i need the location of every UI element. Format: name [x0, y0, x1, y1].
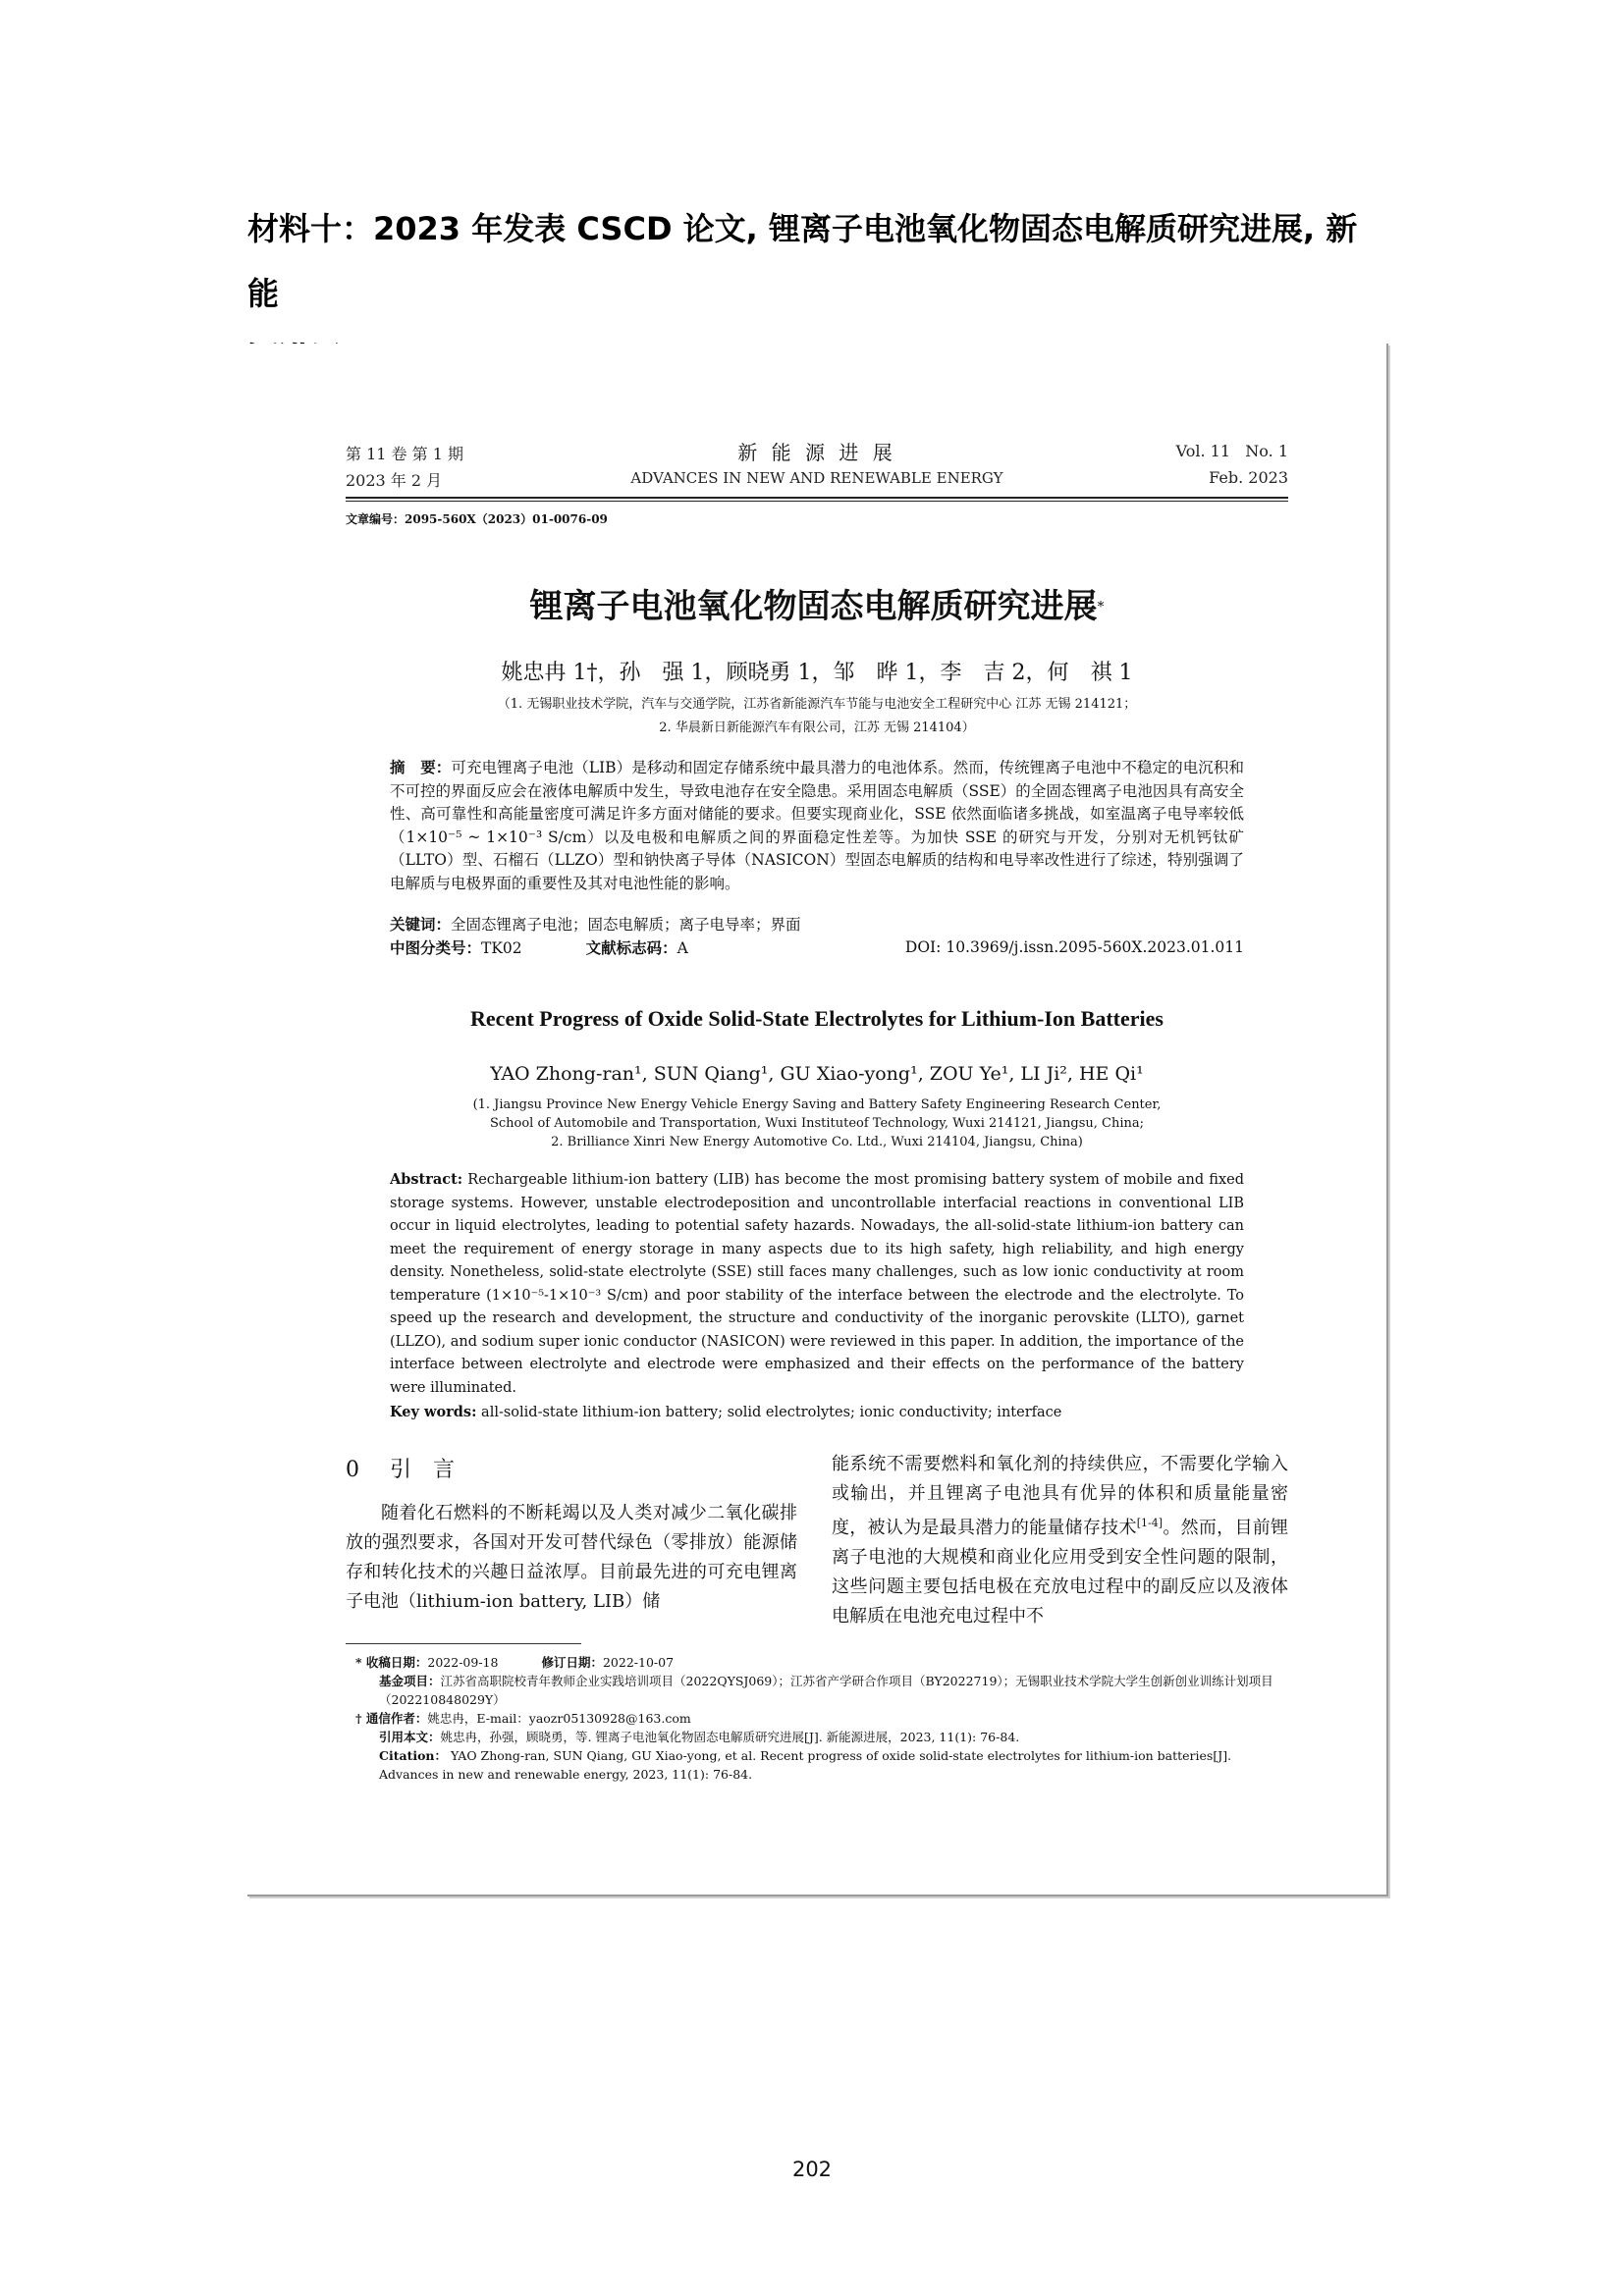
- affiliation-en-3: 2. Brilliance Xinri New Energy Automotive Co. Ltd., Wuxi 214104, Jiangsu, China): [551, 1135, 1083, 1149]
- title-footnote-mark: *: [1097, 599, 1105, 615]
- title-cn: 锂离子电池氧化物固态电解质研究进展: [529, 587, 1098, 626]
- body-right-column: [832, 1450, 1288, 1631]
- body-right-ref: [1-4]: [1136, 1517, 1164, 1529]
- section-number: 0: [346, 1458, 359, 1482]
- class-value: TK02: [481, 939, 522, 957]
- keywords-en-text: all-solid-state lithium-ion battery; solid electrolytes; ionic conductivity; interface: [481, 1405, 1062, 1420]
- abstract-en-text: Rechargeable lithium-ion battery (LIB) has become the most promising battery system of mobile and fixed storage systems. However, unstable electrodeposition and uncontrollable interfacial reactions in conventional LIB occur in liquid electrolytes, leading to potential safety hazards. Nowadays, the all-solid-state lithium-ion battery can meet the requirement of energy storage in many aspects due to its high safety, high reliability, and high energy density. Nonetheless, solid-state electrolyte (SSE) still faces many challenges, such as low ionic conductivity at room temperature (1×10⁻⁵-1×10⁻³ S/cm) and poor stability of the interface between the electrode and the electrolyte. To speed up the research and development, the structure and conductivity of the inorganic perovskite (LLTO), garnet (LLZO), and sodium super ionic conductor (NASICON) were reviewed in this paper. In addition, the importance of the interface between electrolyte and electrode were emphasized and their effects on the performance of the battery were illuminated.: [390, 1172, 1245, 1396]
- affiliation-en-1: (1. Jiangsu Province New Energy Vehicle Energy Saving and Battery Safety Engineering Research Center,: [472, 1097, 1162, 1112]
- body-left-column: 随着化石燃料的不断耗竭以及人类对减少二氧化碳排放的强烈要求，各国对开发可替代绿色（零排放）能源储存和转化技术的兴趣日益浓厚。目前最先进的可充电锂离子电池（lithium-ion battery, LIB）储: [346, 1503, 797, 1612]
- revised-date: 2022-10-07: [602, 1655, 675, 1670]
- keywords-cn: [390, 913, 1244, 937]
- fund-label: 基金项目：: [379, 1674, 441, 1688]
- keywords-en-label: Key words:: [390, 1404, 477, 1420]
- keywords-cn-text: 全固态锂离子电池；固态电解质；离子电导率；界面: [451, 916, 801, 934]
- fund-text: 江苏省高职院校青年教师企业实践培训项目（2022QYSJ069）；江苏省产学研合作项目（BY2022719）；无锡职业技术学院大学生创新创业训练计划项目（202210848029Y）: [379, 1674, 1273, 1707]
- header-rule-thin: [346, 501, 1288, 502]
- footnote-rule: [346, 1643, 581, 1644]
- affiliation-cn-2: 2. 华晨新日新能源汽车有限公司，江苏 无锡 214104）: [659, 721, 975, 735]
- scanned-paper-page: [247, 344, 1388, 1896]
- footnote-cite-cn: [355, 1728, 1288, 1746]
- heading-line-1: 材料十：2023 年发表 CSCD 论文, 锂离子电池氧化物固态电解质研究进展, 新能: [247, 210, 1358, 312]
- code-value: A: [677, 939, 688, 957]
- code-label: 文献标志码：: [585, 938, 677, 957]
- title-en: Recent Progress of Oxide Solid-State Electrolytes for Lithium-Ion Batteries: [470, 1006, 1164, 1031]
- authors-en: YAO Zhong-ran¹, SUN Qiang¹, GU Xiao-yong¹, ZOU Ye¹, LI Ji², HE Qi¹: [490, 1063, 1144, 1085]
- keywords-en: [390, 1401, 1244, 1425]
- body-right-text-b: 。然而，目前锂离子电池的大规模和商业化应用受到安全性问题的限制，这些问题主要包括电极在充放电过程中的副反应以及液体电解质在电池充电过程中不: [832, 1518, 1289, 1627]
- abstract-en: [390, 1168, 1244, 1400]
- revised-label: 修订日期：: [541, 1655, 603, 1670]
- article-number: 文章编号：2095-560X（2023）01-0076-09: [346, 512, 608, 526]
- journal-volume-en: Vol. 11 No. 1: [1175, 442, 1288, 460]
- footnote-cite-en: [355, 1746, 1288, 1784]
- title-cn-wrap: [346, 579, 1288, 627]
- journal-name-en: ADVANCES IN NEW AND RENEWABLE ENERGY: [630, 469, 1003, 487]
- received-label: * 收稿日期：: [355, 1655, 428, 1670]
- journal-volume-cn: 第 11 卷 第 1 期: [346, 445, 463, 463]
- affiliation-en-2: School of Automobile and Transportation, Wuxi Instituteof Technology, Wuxi 214121, Jiangsu, China;: [489, 1116, 1145, 1131]
- doi: DOI: 10.3969/j.issn.2095-560X.2023.01.011: [904, 938, 1244, 956]
- cite-cn-label: 引用本文：: [379, 1730, 441, 1744]
- header-rule: [346, 497, 1288, 499]
- abstract-cn-label: 摘 要：: [390, 758, 452, 776]
- abstract-en-label: Abstract:: [390, 1171, 463, 1188]
- authors-cn: 姚忠冉 1†，孙 强 1，顾晓勇 1，邹 晔 1，李 吉 2，何 祺 1: [501, 661, 1133, 685]
- corr-label: † 通信作者：: [355, 1711, 428, 1726]
- footnote-fund: [355, 1672, 1288, 1709]
- journal-date-cn: 2023 年 2 月: [346, 471, 443, 490]
- journal-date-en: Feb. 2023: [1209, 468, 1288, 487]
- affiliation-cn-1: （1. 无锡职业技术学院，汽车与交通学院，江苏省新能源汽车节能与电池安全工程研究中心 江苏 无锡 214121；: [497, 697, 1137, 712]
- body-right-text-a: 能系统不需要燃料和氧化剂的持续供应，不需要化学输入或输出，并且锂离子电池具有优异的体积和质量能量密度，被认为是最具潜力的能量储存技术: [832, 1454, 1288, 1538]
- corr-text: 姚忠冉，E-mail：yaozr05130928@163.com: [427, 1711, 691, 1726]
- title-en-wrap: [346, 1006, 1288, 1032]
- abstract-cn: [390, 756, 1244, 895]
- cite-en-text: YAO Zhong-ran, SUN Qiang, GU Xiao-yong, et al. Recent progress of oxide solid-state electrolytes for lithium-ion batteries[J]. Advances in new and renewable energy, 2023, 11(1): 76-84.: [379, 1748, 1232, 1782]
- section-title: 引 言: [390, 1458, 456, 1482]
- cite-cn-text: 姚忠冉，孙强，顾晓勇，等. 锂离子电池氧化物固态电解质研究进展[J]. 新能源进展，2023, 11(1): 76-84.: [440, 1730, 1020, 1744]
- received-date: 2022-09-18: [427, 1655, 499, 1670]
- footnote-corresponding: [355, 1709, 1288, 1728]
- class-label: 中图分类号：: [390, 938, 482, 957]
- journal-name-cn: 新 能 源 进 展: [737, 441, 896, 464]
- cite-en-label: Citation：: [379, 1748, 448, 1763]
- page-number: 202: [791, 2158, 833, 2181]
- footnote-dates: [355, 1653, 1288, 1672]
- footnotes: [355, 1653, 1288, 1784]
- section-heading: [346, 1453, 455, 1483]
- keywords-cn-label: 关键词：: [390, 915, 452, 934]
- classification-row: [390, 936, 1244, 961]
- abstract-cn-text: 可充电锂离子电池（LIB）是移动和固定存储系统中最具潜力的电池体系。然而，传统锂离子电池中不稳定的电沉积和不可控的界面反应会在液体电解质中发生，导致电池存在安全隐患。采用固态电解质（SSE）的全固态锂离子电池因具有高安全性、高可靠性和高能量密度可满足许多方面对储能的要求。但要实现商业化，SSE 依然面临诸多挑战，如室温离子电导率较低（1×10⁻⁵ ~ 1×10⁻³ S/cm）以及电极和电解质之间的界面稳定性差等。为加快 SSE 的研究与开发，分别对无机钙钛矿（LLTO）型、石榴石（LLZO）型和钠快离子导体（NASICON）型固态电解质的结构和电导率改性进行了综述，特别强调了电解质与电极界面的重要性及其对电池性能的影响。: [390, 759, 1244, 892]
